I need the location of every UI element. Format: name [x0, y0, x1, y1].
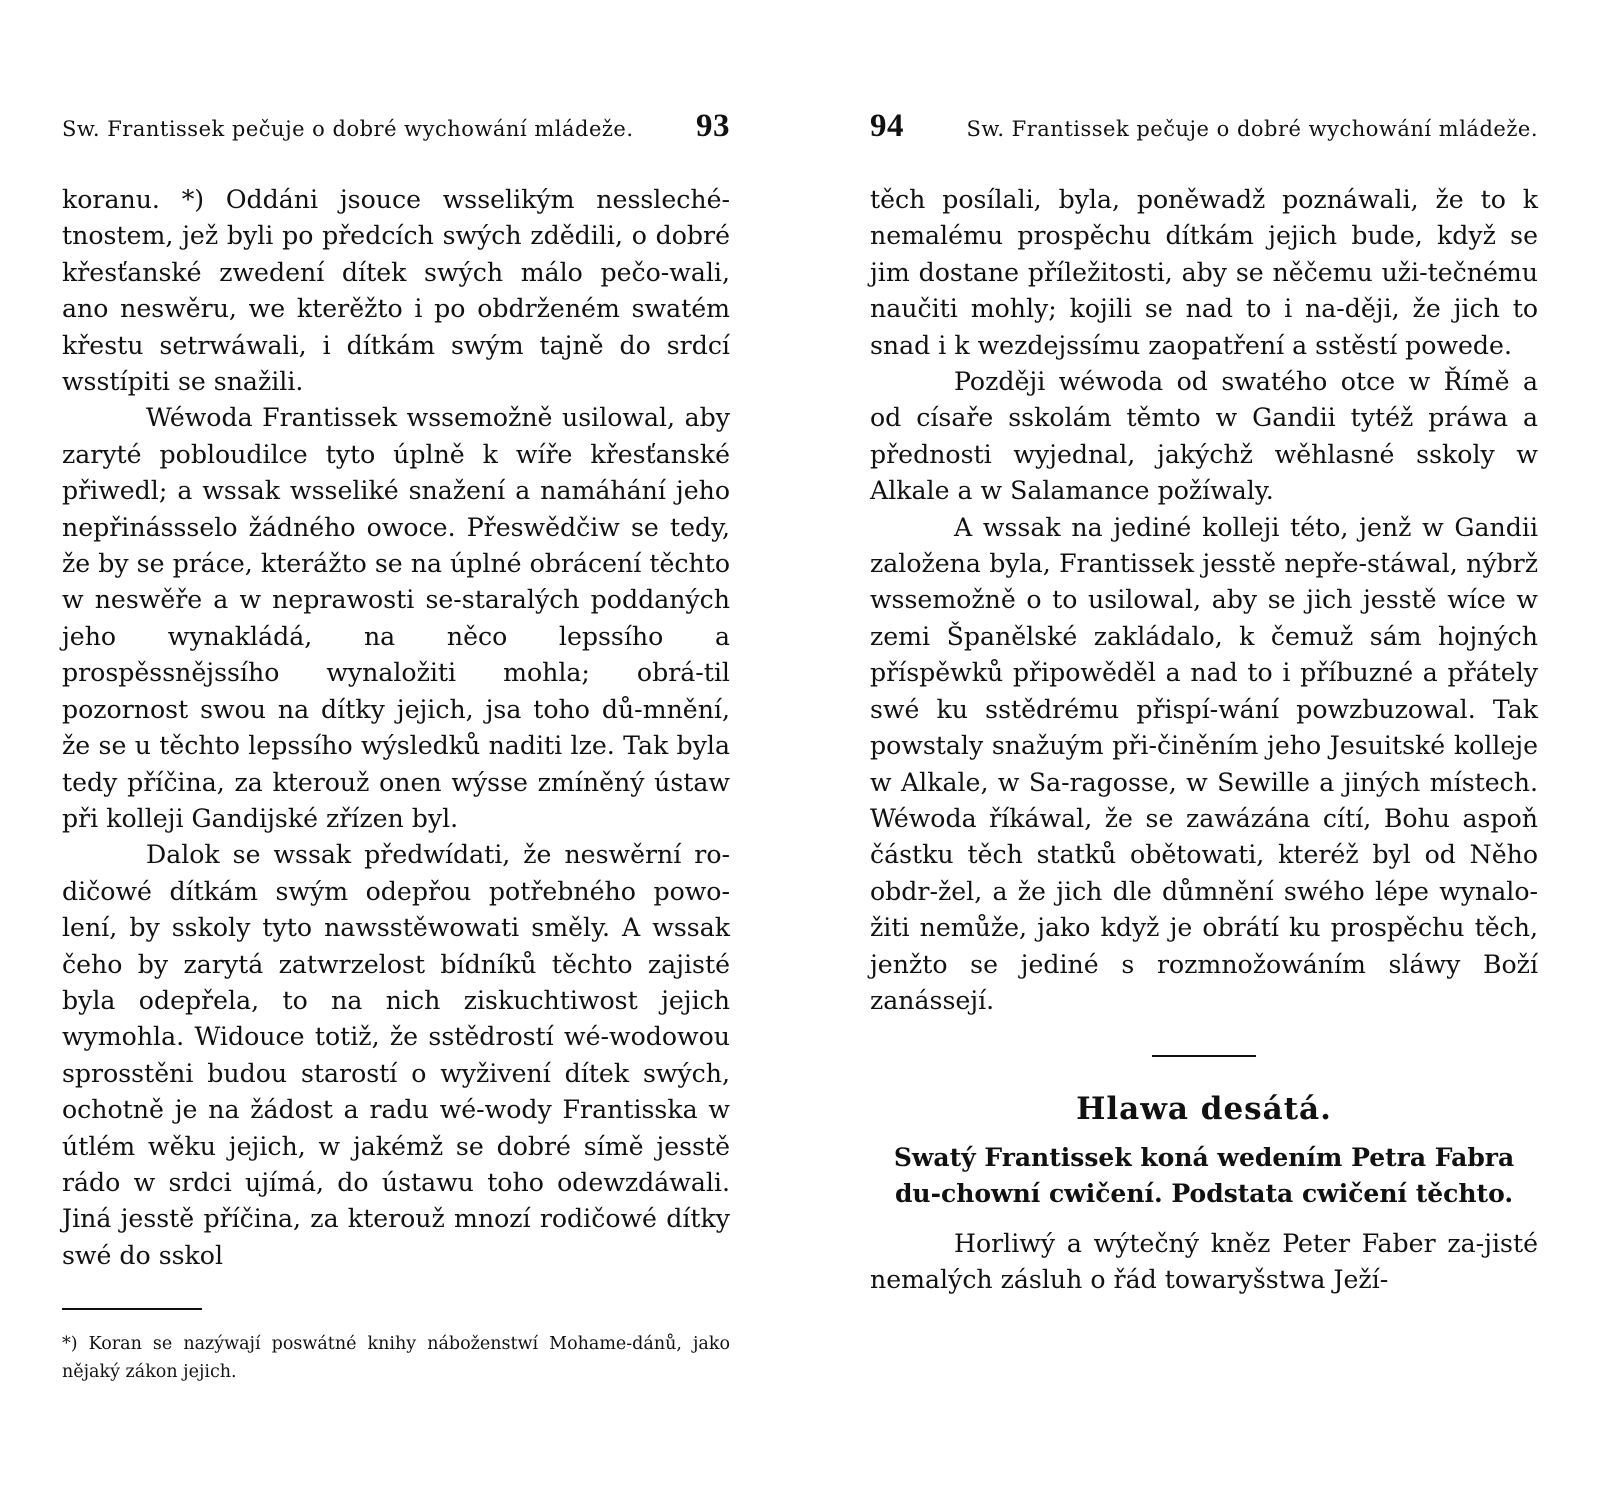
right-running-head-title: Sw. Frantissek pečuje o dobré wychowání mládeže. [966, 117, 1538, 141]
footnote-divider [62, 1308, 202, 1310]
left-running-head [62, 108, 730, 152]
left-paragraph-2: Wéwoda Frantissek wssemožně usilowal, aby zaryté pobloudilce tyto úplně k wíře křesťanské přiwedl; a wssak wsseliké snažení a namáhání jeho nepřinássselo žádného owoce. Přeswědčiw se tedy, že by se práce, kterážto se na úplné obrácení těchto w neswěře a w neprawosti se-staralých poddaných jeho wynakládá, na něco lepssího a prospěssnějssího wynaložiti mohla; obrá-til pozornost swou na dítky jejich, jsa toho dů-mnění, že se u těchto lepssího wýsledků naditi lze. Tak byla tedy příčina, za kterouž onen wýsse zmíněný ústaw při kolleji Gandijské zřízen byl. [62, 403, 730, 833]
right-paragraph-2: Později wéwoda od swatého otce w Římě a od císaře sskolám těmto w Gandii tytéž práwa a přednosti wyjednal, jakýchž wěhlasné sskoly w Alkale a w Salamance požíwaly. [870, 367, 1538, 506]
left-page-number: 93 [696, 108, 730, 144]
footnote [62, 1330, 730, 1386]
footnote-text: *) Koran se nazýwají poswátné knihy náboženstwí Mohame-dánů, jako nějaký zákon jejich. [62, 1334, 730, 1382]
left-paragraph-3: Dalok se wssak předwídati, že neswěrní ro-dičowé dítkám swým odepřou potřebného powo-lení, by sskoly tyto nawsstěwowati směly. A wssak čeho by zarytá zatwrzelost bídníků těchto zajisté byla odepřela, to na nich ziskuchtiwost jejich wymohla. Widouce totiž, že sstědrostí wé-wodowou sprosstěni budou starostí o wyživení dítek swých, ochotně je na žádost a radu wé-wody Frantisska w útlém wěku jejich, w jakémž se dobré símě jesstě rádo w srdci ujímá, do ústawu toho odewzdáwali. Jiná jesstě příčina, za kterouž mnozí rodičowé dítky swé do sskol [62, 840, 730, 1270]
right-page [870, 108, 1538, 1478]
left-running-head-title: Sw. Frantissek pečuje o dobré wychowání mládeže. [62, 117, 634, 141]
right-paragraph-1: těch posílali, byla, poněwadž poznáwali, že to k nemalému prospěchu dítkám jejich bude, když se jim dostane příležitosti, aby se něčemu uži-tečnému naučiti mohly; kojili se nad to i na-ději, že jich to snad i k wezdejssímu zaopatření a sstěstí powede. [870, 185, 1538, 360]
chapter-subtitle: Swatý Frantissek koná wedením Petra Fabra du-chowní cwičení. Podstata cwičení těchto. [893, 1142, 1515, 1208]
right-page-number: 94 [870, 108, 904, 144]
right-paragraph-3: A wssak na jediné kolleji této, jenž w Gandii založena byla, Frantissek jesstě nepře-stáwal, nýbrž wssemožně o to usilowal, aby se jich jesstě wíce w zemi Španělské zakládalo, k čemuž sám hojných příspěwků připowěděl a nad to i příbuzné a přátely swé ku sstědrému přispí-wání powzbuzowal. Tak powstaly snažuým při-činěním jeho Jesuitské kolleje w Alkale, w Sa-ragosse, w Sewille a jiných místech. Wéwoda říkáwal, že se zawázána cítí, Bohu aspoň částku těch statků obětowati, kteréž byl od Něho obdr-žel, a že jich dle důmnění swého lépe wynalo-žiti nemůže, jako když je obrátí ku prospěchu těch, jenžto se jediné s rozmnožowáním sláwy Boží zanássejí. [870, 512, 1538, 1015]
left-paragraph-1: koranu. *) Oddáni jsouce wsselikým nessleché-tnostem, jež byli po předcích swých zdědili, o dobré křesťanské zwedení dítek swých málo pečo-wali, ano neswěru, we kterěžto i po obdrženém swatém křestu setrwáwali, i dítkám swým tajně do srdcí wsstípiti se snažili. [62, 185, 730, 397]
chapter-opening-paragraph: Horliwý a wýtečný kněz Peter Faber za-jisté nemalých zásluh o řád towaryšstwa Ježí- [870, 1228, 1538, 1295]
section-divider [1152, 1055, 1256, 1057]
left-body-text [62, 182, 730, 1274]
right-body-text [870, 182, 1538, 1299]
right-running-head [870, 108, 1538, 152]
chapter-title: Hlawa desátá. [1076, 1091, 1332, 1128]
left-page [62, 108, 730, 1478]
